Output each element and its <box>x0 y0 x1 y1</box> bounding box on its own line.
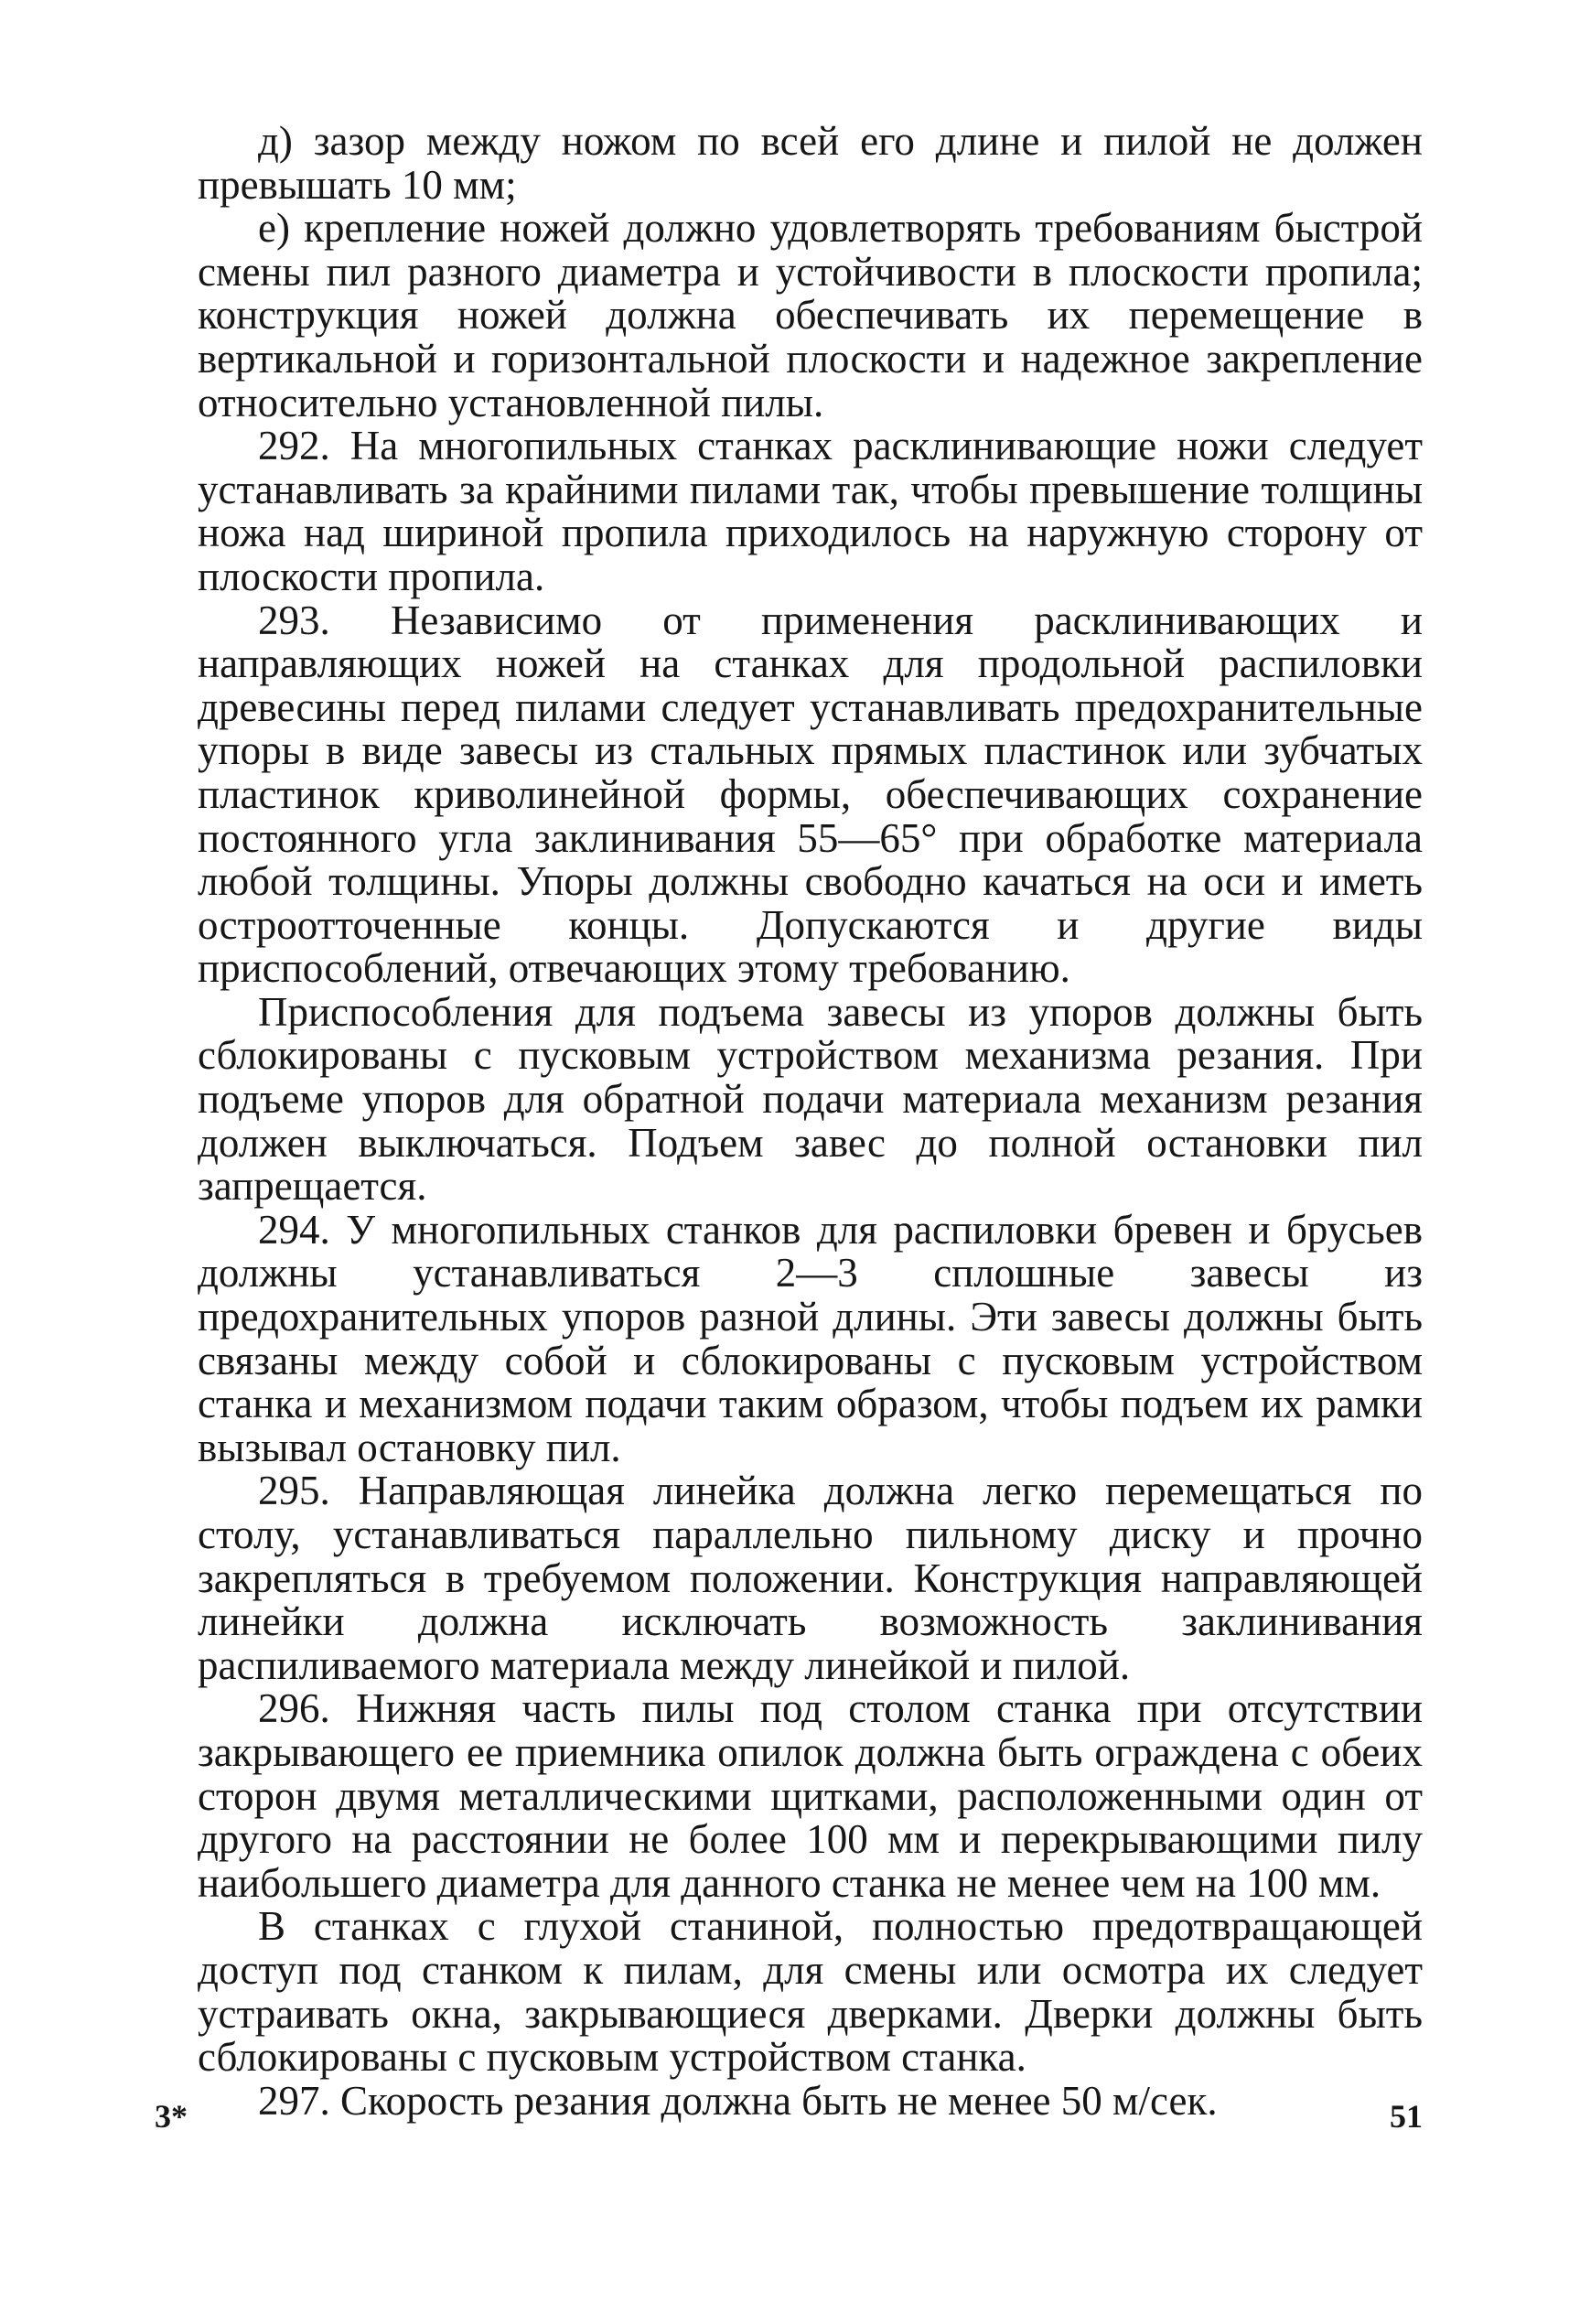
paragraph-293: 293. Независимо от применения расклинивающих и направляющих ножей на станках для продольной распиловки древесины перед пилами следует устанавливать предохранительные упоры в виде завесы из стальных прямых пластинок или зубчатых пластинок криволинейной формы, обеспечивающих сохранение постоянного угла заклинивания 55—65° при обработке материала любой толщины. Упоры должны свободно качаться на оси и иметь остроотточенные концы. Допускаются и другие виды приспособлений, отвечающих этому требованию. <box>198 597 1423 992</box>
paragraph-292: 292. На многопильных станках расклинивающие ножи следует устанавливать за крайними пилами так, чтобы превышение толщины ножа над шириной пропила приходилось на наружную сторону от плоскости пропила. <box>198 423 1423 599</box>
paragraph-293-continued: Приспособления для подъема завесы из упоров должны быть сблокированы с пусковым устройством механизма резания. При подъеме упоров для обратной подачи материала механизм резания должен выключаться. Подъем завес до полной остановки пил запрещается. <box>198 988 1423 1210</box>
paragraph-295: 295. Направляющая линейка должна легко перемещаться по столу, устанавливаться параллельно пильному диску и прочно закрепляться в требуемом положении. Конструкция направляющей линейки должна исключать возможность заклинивания распиливаемого материала между линейкой и пилой. <box>198 1468 1423 1688</box>
paragraph-item-e: е) крепление ножей должно удовлетворять требованиям быстрой смены пил разного диаметра и устойчивости в плоскости пропила; конструкция ножей должна обеспечивать их перемещение в вертикальной и горизонтальной плоскости и надежное закрепление относительно установленной пилы. <box>198 205 1423 425</box>
page-number: 51 <box>1390 2098 1423 2135</box>
paragraph-item-d: д) зазор между ножом по всей его длине и пилой не должен превышать 10 мм; <box>198 118 1423 208</box>
paragraph-297: 297. Скорость резания должна быть не менее 50 м/сек. <box>258 2077 1218 2124</box>
paragraph-294: 294. У многопильных станков для распиловки бревен и брусьев должны устанавливаться 2—3 сплошные завесы из предохранительных упоров разной длины. Эти завесы должны быть связаны между собой и сблокированы с пусковым устройством станка и механизмом подачи таким образом, чтобы подъем их рамки вызывал остановку пил. <box>198 1206 1423 1470</box>
signature-mark: 3* <box>155 2098 188 2135</box>
paragraph-296-continued: В станках с глухой станиной, полностью предотвращающей доступ под станком к пилам, для смены или осмотра их следует устраивать окна, закрывающиеся дверками. Дверки должны быть сблокированы с пусковым устройством станка. <box>198 1903 1423 2081</box>
body-text <box>198 120 1423 2123</box>
paragraph-296: 296. Нижняя часть пилы под столом станка при отсутствии закрывающего ее приемника опилок должна быть ограждена с обеих сторон двумя металлическими щитками, расположенными один от другого на расстоянии не более 100 мм и перекрывающими пилу наибольшего диаметра для данного станка не менее чем на 100 мм. <box>198 1685 1423 1906</box>
